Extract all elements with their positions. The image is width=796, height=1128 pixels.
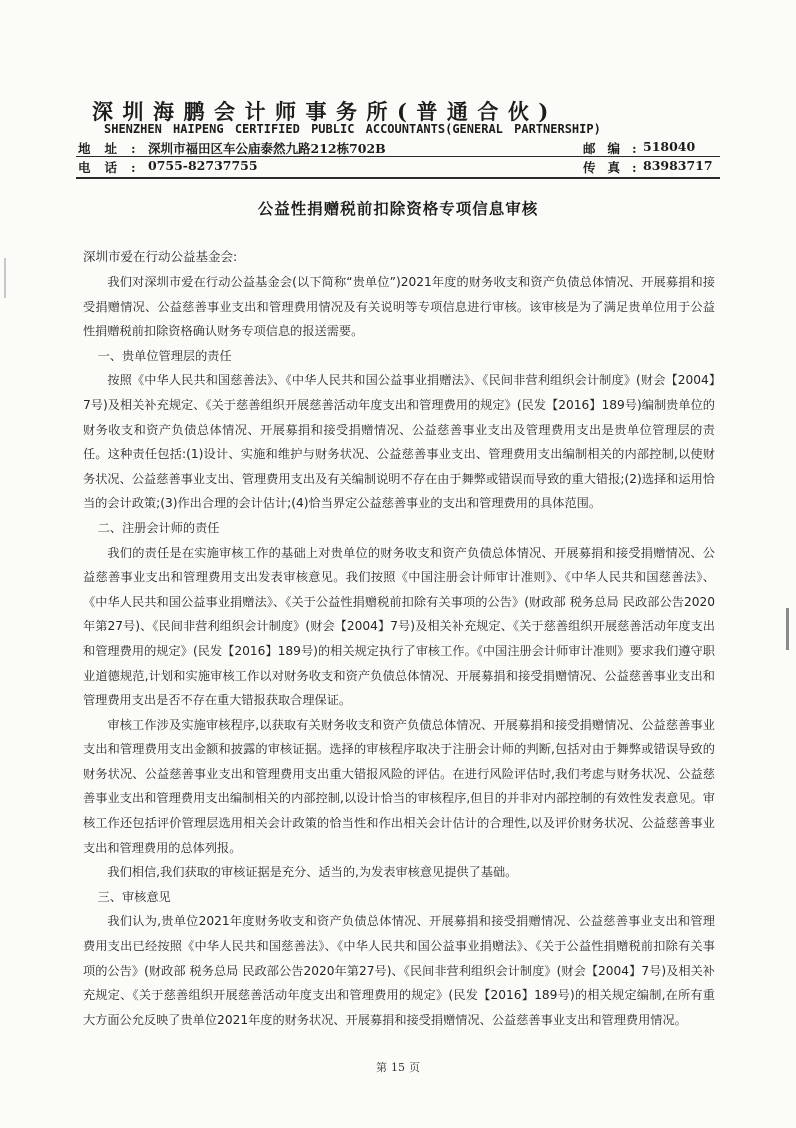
paragraph-management-responsibility: 按照《中华人民共和国慈善法》、《中华人民共和国公益事业捐赠法》、《民间非营利组织会计制度》(财会【2004】7号)及相关补充规定、《关于慈善组织开展慈善活动年度支出和管理费用的规定》(民发【2016】189号)编制贵单位的财务收支和资产负债总体情况、开展募捐和接受捐赠情况、公益慈善事业支出及管理费用支出是贵单位管理层的责任。这种责任包括:(1)设计、实施和维护与财务状况、公益慈善事业支出、管理费用支出编制相关的内部控制,以使财务状况、公益慈善事业支出、管理费用支出及有关编制说明不存在由于舞弊或错误而导致的重大错报;(2)选择和运用恰当的会计政策;(3)作出合理的会计估计;(4)恰当界定公益慈善事业的支出和管理费用的具体范围。 <box>83 373 715 511</box>
paragraph-opinion: 我们认为,贵单位2021年度财务收支和资产负债总体情况、开展募捐和接受捐赠情况、公益慈善事业支出和管理费用支出已经按照《中华人民共和国慈善法》、《中华人民共和国公益事业捐赠法》、《关于公益性捐赠税前扣除有关事项的公告》(财政部 税务总局 民政部公告2020年第27号)、《民间非营利组织会计制度》(财会【2004】7号)及相关补充规定、《关于慈善组织开展慈善活动年度支出和管理费用的规定》(民发【2016】189号)的相关规定编制,在所有重大方面公允反映了贵单位2021年度的财务状况、开展募捐和接受捐赠情况、公益慈善事业支出和管理费用情况。 <box>83 914 715 1027</box>
fax-value: 83983717 <box>643 158 713 173</box>
address-label: 地址: <box>78 141 150 156</box>
address-value: 深圳市福田区车公庙泰然九路212栋702B <box>148 141 386 156</box>
scan-edge-mark-left <box>4 258 6 298</box>
page-number: 15 <box>391 1061 405 1074</box>
phone-value: 0755-82737755 <box>148 158 258 173</box>
paragraph-intro: 我们对深圳市爱在行动公益基金会(以下简称“贵单位”)2021年度的财务收支和资产负债总体情况、开展募捐和接受捐赠情况、公益慈善事业支出和管理费用情况及有关说明等专项信息进行审核。该审核是为了满足贵单位用于公益性捐赠税前扣除资格确认财务专项信息的报送需要。 <box>83 275 715 339</box>
document-title: 公益性捐赠税前扣除资格专项信息审核 <box>257 200 539 218</box>
paragraph-audit-procedures: 审核工作涉及实施审核程序,以获取有关财务收支和资产负债总体情况、开展募捐和接受捐赠情况、公益慈善事业支出和管理费用支出金额和披露的审核证据。选择的审核程序取决于注册会计师的判断,包括对由于舞弊或错误导致的财务状况、公益慈善事业支出和管理费用支出重大错报风险的评估。在进行风险评估时,我们考虑与财务状况、公益慈善事业支出和管理费用支出编制相关的内部控制,以设计恰当的审核程序,但目的并非对内部控制的有效性发表意见。审核工作还包括评价管理层选用相关会计政策的恰当性和作出相关会计估计的合理性,以及评价财务状况、公益慈善事业支出和管理费用的总体列报。 <box>83 717 715 855</box>
postcode-label: 邮编: <box>583 141 649 156</box>
page-number-suffix: 页 <box>409 1061 420 1074</box>
section-heading-opinion: 三、审核意见 <box>97 889 171 904</box>
page-number-prefix: 第 <box>376 1061 387 1074</box>
address-row <box>78 139 718 157</box>
letterhead-divider-bottom <box>76 177 720 179</box>
section-heading-cpa: 二、注册会计师的责任 <box>97 520 220 535</box>
document-body <box>83 270 715 1032</box>
addressee: 深圳市爱在行动公益基金会: <box>83 249 238 264</box>
scan-edge-mark <box>786 608 789 650</box>
paragraph-cpa-responsibility: 我们的责任是在实施审核工作的基础上对贵单位的财务收支和资产负债总体情况、开展募捐和接受捐赠情况、公益慈善事业支出和管理费用支出发表审核意见。我们按照《中国注册会计师审计准则》、《中华人民共和国慈善法》、《中华人民共和国公益事业捐赠法》、《关于公益性捐赠税前扣除有关事项的公告》(财政部 税务总局 民政部公告2020年第27号)、《民间非营利组织会计制度》(财会【2004】7号)及相关补充规定、《关于慈善组织开展慈善活动年度支出和管理费用的规定》(民发【2016】189号)的相关规定执行了审核工作。《中国注册会计师审计准则》要求我们遵守职业道德规范,计划和实施审核工作以对财务收支和资产负债总体情况、开展募捐和接受捐赠情况、公益慈善事业支出和管理费用支出是否不存在重大错报获取合理保证。 <box>83 545 715 708</box>
section-heading-management: 一、贵单位管理层的责任 <box>97 348 232 363</box>
phone-label: 电话: <box>78 160 150 175</box>
paragraph-evidence-basis: 我们相信,我们获取的审核证据是充分、适当的,为发表审核意见提供了基础。 <box>107 865 518 880</box>
firm-name-en: SHENZHEN HAIPENG CERTIFIED PUBLIC ACCOUNTANTS(GENERAL PARTNERSHIP) <box>104 122 601 136</box>
firm-name-cn: 深圳海鹏会计师事务所(普通合伙) <box>92 99 558 124</box>
postcode-value: 518040 <box>643 139 696 154</box>
fax-label: 传真: <box>583 160 649 175</box>
page-footer <box>0 1059 796 1075</box>
phone-row <box>78 158 718 176</box>
